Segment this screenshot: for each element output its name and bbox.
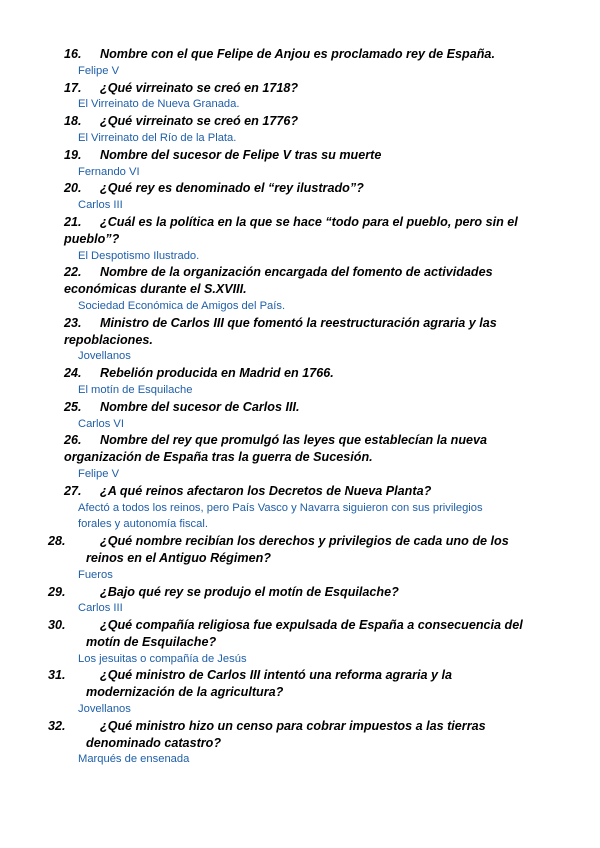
question-item-30 bbox=[48, 617, 524, 667]
question-item-22 bbox=[64, 264, 524, 314]
question bbox=[64, 432, 524, 466]
answer: Jovellanos bbox=[78, 703, 131, 716]
question-item-25 bbox=[64, 399, 524, 433]
question-list bbox=[48, 46, 524, 768]
question-text: Ministro de Carlos III que fomentó la reestructuración agraria y las repoblaciones. bbox=[64, 315, 497, 347]
question-text: ¿Cuál es la política en la que se hace “todo para el pueblo, pero sin el pueblo”? bbox=[64, 214, 518, 246]
answer: Carlos III bbox=[78, 602, 123, 615]
answer: Jovellanos bbox=[78, 350, 131, 363]
question bbox=[64, 264, 524, 298]
question-item-20 bbox=[64, 180, 524, 214]
question-number: 20. bbox=[64, 181, 82, 196]
answer: El Despotismo Ilustrado. bbox=[78, 249, 200, 262]
answer: El Virreinato del Río de la Plata. bbox=[78, 131, 237, 144]
question-text: ¿A qué reinos afectaron los Decretos de Nueva Planta? bbox=[100, 483, 432, 498]
question-item-24 bbox=[64, 365, 524, 399]
question-text: ¿Qué ministro hizo un censo para cobrar impuestos a las tierras denominado catastro? bbox=[86, 718, 486, 750]
question-item-21 bbox=[64, 214, 524, 264]
question bbox=[64, 365, 524, 382]
question-number: 19. bbox=[64, 147, 82, 162]
question-number: 30. bbox=[48, 618, 66, 633]
question-number: 23. bbox=[64, 315, 82, 330]
question-number: 21. bbox=[64, 214, 82, 229]
question-item-16 bbox=[64, 46, 524, 80]
question-item-18 bbox=[64, 113, 524, 147]
question-item-23 bbox=[64, 315, 524, 365]
question bbox=[48, 667, 524, 701]
question-item-29 bbox=[48, 584, 524, 618]
answer: Marqués de ensenada bbox=[78, 753, 190, 766]
question-item-27 bbox=[64, 483, 524, 533]
question-text: ¿Bajo qué rey se produjo el motín de Esquilache? bbox=[100, 584, 399, 599]
question-text: ¿Qué nombre recibían los derechos y privilegios de cada uno de los reinos en el Antiguo Régimen? bbox=[86, 534, 509, 565]
question-text: Nombre con el que Felipe de Anjou es proclamado rey de España. bbox=[100, 47, 495, 61]
answer: Carlos VI bbox=[78, 417, 125, 430]
answer: Sociedad Económica de Amigos del País. bbox=[78, 299, 286, 312]
question bbox=[48, 617, 524, 651]
answer: Fueros bbox=[78, 568, 113, 581]
question bbox=[64, 399, 524, 416]
question bbox=[48, 718, 524, 752]
question-text: ¿Qué rey es denominado el “rey ilustrado”? bbox=[100, 181, 364, 196]
question-item-31 bbox=[48, 667, 524, 717]
question bbox=[64, 80, 524, 97]
question-number: 28. bbox=[48, 534, 66, 549]
question bbox=[64, 315, 524, 349]
question-text: ¿Qué virreinato se creó en 1776? bbox=[100, 114, 299, 129]
question-number: 18. bbox=[64, 114, 82, 129]
question-number: 25. bbox=[64, 399, 82, 414]
question-number: 31. bbox=[48, 668, 66, 683]
question-number: 22. bbox=[64, 265, 82, 280]
question-item-32 bbox=[48, 718, 524, 768]
question-number: 17. bbox=[64, 80, 82, 95]
answer: Felipe V bbox=[78, 64, 120, 77]
answer: El Virreinato de Nueva Granada. bbox=[78, 98, 240, 111]
question bbox=[48, 533, 524, 567]
question-text: ¿Qué ministro de Carlos III intentó una reforma agraria y la modernización de la agricultura? bbox=[86, 668, 453, 700]
question-item-26 bbox=[64, 432, 524, 482]
question bbox=[64, 483, 524, 500]
answer: Fernando VI bbox=[78, 165, 140, 178]
question-number: 24. bbox=[64, 366, 82, 381]
question-text: Nombre de la organización encargada del fomento de actividades económicas durante el S.XVIII. bbox=[64, 265, 493, 297]
question-item-19 bbox=[64, 147, 524, 181]
question-text: ¿Qué compañía religiosa fue expulsada de España a consecuencia del motín de Esquilache? bbox=[86, 618, 523, 649]
question bbox=[64, 113, 524, 130]
question-number: 27. bbox=[64, 483, 82, 498]
question-text: ¿Qué virreinato se creó en 1718? bbox=[100, 80, 299, 95]
question-text: Nombre del rey que promulgó las leyes que establecían la nueva organización de España tras la guerra de Sucesión. bbox=[64, 433, 488, 465]
answer: Carlos III bbox=[78, 199, 123, 212]
question bbox=[64, 180, 524, 197]
question-item-17 bbox=[64, 80, 524, 114]
question bbox=[64, 214, 524, 248]
question-number: 26. bbox=[64, 433, 82, 448]
question-text: Nombre del sucesor de Felipe V tras su muerte bbox=[100, 147, 382, 162]
question-text: Rebelión producida en Madrid en 1766. bbox=[100, 366, 334, 381]
question-number: 29. bbox=[48, 584, 66, 599]
question-number: 32. bbox=[48, 718, 66, 733]
answer: El motín de Esquilache bbox=[78, 383, 193, 396]
answer: Afectó a todos los reinos, pero País Vasco y Navarra siguieron con sus privilegios forales y autonomía fiscal. bbox=[78, 501, 483, 531]
question bbox=[48, 584, 524, 601]
question-text: Nombre del sucesor de Carlos III. bbox=[100, 399, 300, 414]
question bbox=[64, 147, 524, 164]
question-item-28 bbox=[48, 533, 524, 583]
question bbox=[64, 46, 524, 63]
question-number: 16. bbox=[64, 47, 82, 61]
answer: Felipe V bbox=[78, 467, 120, 480]
answer: Los jesuitas o compañía de Jesús bbox=[78, 652, 247, 665]
